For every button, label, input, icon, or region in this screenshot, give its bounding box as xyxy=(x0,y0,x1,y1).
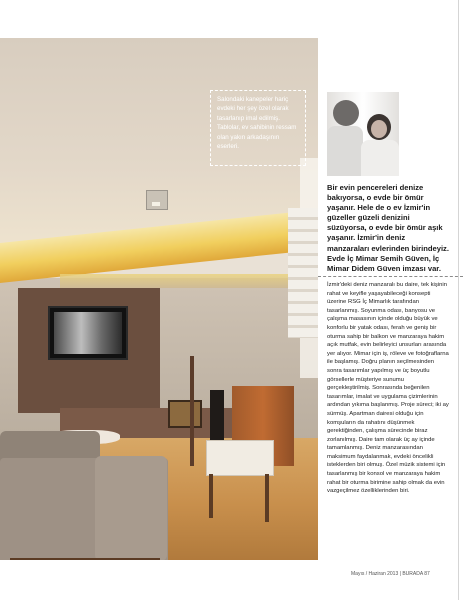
floor-lamp xyxy=(190,356,194,466)
cove-glow xyxy=(60,274,300,288)
designer-man-body xyxy=(327,126,363,176)
photo-caption-box xyxy=(210,90,306,166)
ottoman xyxy=(206,440,274,476)
television xyxy=(48,306,128,360)
ottoman-leg xyxy=(265,474,269,522)
article-body: İzmir'deki deniz manzaralı bu daire, tek kişinin rahat ve keyifle yaşayabileceği konsepti üzerine RSG İç Mimarlık tarafından tasarlanmış. Soyunma odası, banyosu ve çalışma masasının içinde olduğu büyük ve konforlu bir yatak odası, ferah ve geniş bir oturma sahip bir balkon ve manzaraya hakim açık mutfak, evin belirleyici unsurları arasında yer alıyor. Mimar için iş, rölevе ve fotoğraflarna ile başlamış. Doğru planın seçilmesinden sonra tasarımlar yapılmış ve üç boyutlu görsellerle müşteriye sunumu gerçekleştirilmiş. Sonrasında beğenilen tasarımlar, imalat ve uygulama çizimlerinin ardından yıkıma başlanmış. Proje süreci; iki ay sürmüş. Apartman dairesi olduğu için komşuların da rahatını düşünmek gerektiğinden, çalışma sürecinde biraz zorlanılmış. Daire tam olarak üç ay içinde tamamlanmış. Deniz manzarasından maksimum faydalanmak, evdeki öncelikli isteklerden biri olmuş. Özel müzik sistemi için tasarlanmış bir konsol ve manzaraya hakim rahat bir oturma birimine sahip olmak da evin vazgeçilmez özelliklerinden biri. xyxy=(327,282,449,495)
designer-woman-face xyxy=(371,120,387,138)
page-edge-line xyxy=(458,0,459,600)
designer-woman-body xyxy=(361,140,399,176)
sofa-armrest xyxy=(95,456,167,560)
living-room-photo xyxy=(0,38,318,560)
section-divider xyxy=(318,276,463,277)
sofa-base xyxy=(10,558,160,560)
ceiling-spotlight xyxy=(146,190,168,210)
tv-screen-image xyxy=(54,312,122,354)
intro-paragraph: Bir evin pencereleri denize bakıyorsa, o evde bir ömür yaşanır. Hele de o ev İzmir'in güzeller güzeli denizini süzüyorsa, o evde bir ömür aşık yaşanır. İzmir'in deniz manzaraları evlerinden birindeyiz. Evde İç Mimar Semih Güven, İç Mimar Didem Güven imzası var. xyxy=(327,183,449,273)
photo-caption: Salondaki kanepeler hariç evdeki her şey özel olarak tasarlanıp imal edilmiş. Tablolar, ev sahibinin ressam olan yakın arkadaşının eserleri. xyxy=(217,96,297,151)
page-folio: Mayıs / Haziran 2013 | BURADA 87 xyxy=(351,571,430,577)
framed-painting xyxy=(168,400,202,428)
designer-man-head xyxy=(333,100,359,126)
ottoman-leg xyxy=(209,474,213,518)
roman-blind xyxy=(288,208,318,338)
designers-portrait xyxy=(327,92,399,176)
